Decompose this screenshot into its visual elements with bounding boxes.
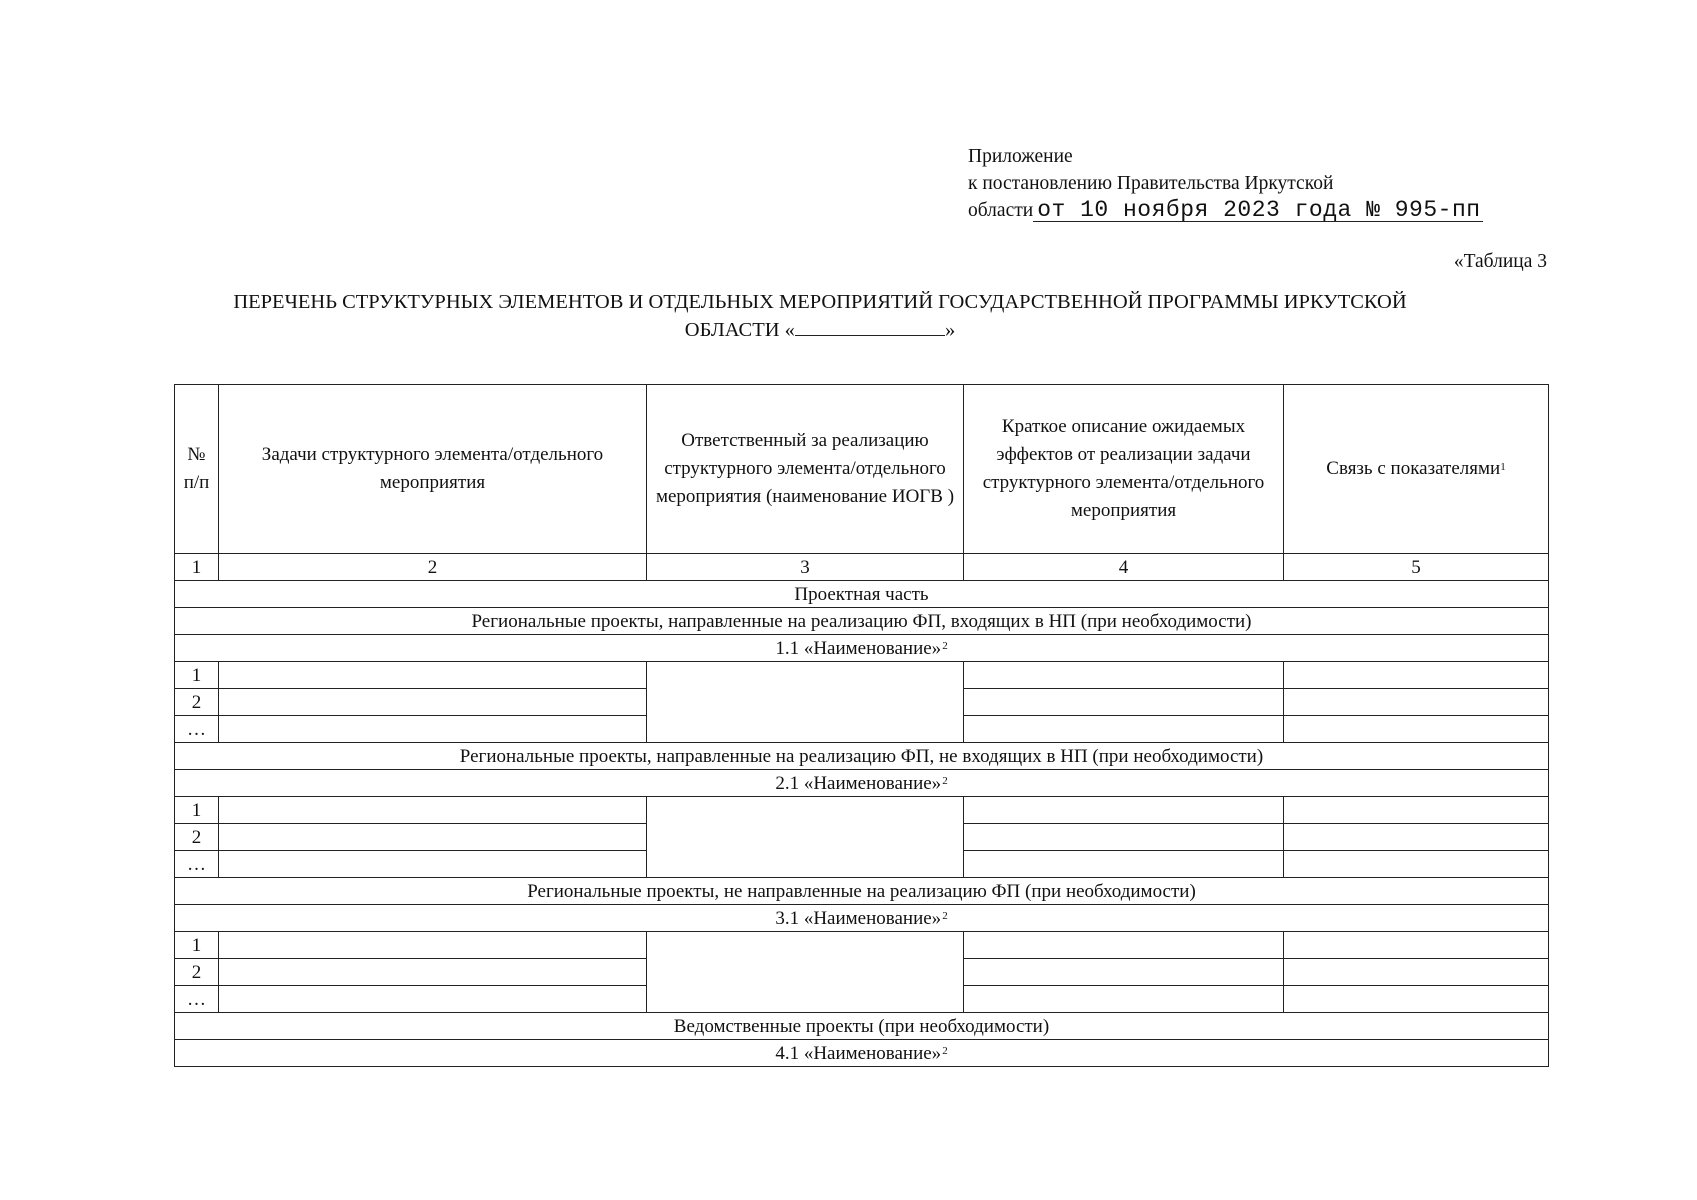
header-effects: Краткое описание ожидаемых эффектов от реализации задачи структурного элемента/отдельного мероприятия xyxy=(964,385,1284,554)
section-heading-row xyxy=(175,743,1549,770)
section-item-row xyxy=(175,770,1549,797)
appendix-header xyxy=(968,143,1483,224)
effect-cell xyxy=(964,932,1284,959)
col-number: 3 xyxy=(647,554,964,581)
row-number: … xyxy=(175,851,219,878)
section-item-name: 2.1 «Наименование» xyxy=(775,772,942,794)
responsible-cell xyxy=(647,662,964,743)
col-number: 2 xyxy=(219,554,647,581)
col-number: 5 xyxy=(1284,554,1549,581)
row-number: … xyxy=(175,716,219,743)
section-heading-row xyxy=(175,1013,1549,1040)
section-heading: Ведомственные проекты (при необходимости) xyxy=(175,1013,1549,1040)
title-blank-field xyxy=(795,317,945,336)
responsible-cell xyxy=(647,797,964,878)
task-cell xyxy=(219,716,647,743)
header-tasks: Задачи структурного элемента/отдельного мероприятия xyxy=(219,385,647,554)
effect-cell xyxy=(964,716,1284,743)
section-item-row xyxy=(175,635,1549,662)
footnote-1-marker: 1 xyxy=(1500,461,1506,473)
link-cell xyxy=(1284,932,1549,959)
row-number: … xyxy=(175,986,219,1013)
link-cell xyxy=(1284,851,1549,878)
link-cell xyxy=(1284,824,1549,851)
section-heading: Региональные проекты, направленные на реализацию ФП, не входящих в НП (при необходимости) xyxy=(175,743,1549,770)
task-cell xyxy=(219,662,647,689)
appendix-label: Приложение xyxy=(968,146,1073,167)
task-cell xyxy=(219,797,647,824)
section-item-row xyxy=(175,905,1549,932)
row-number: 1 xyxy=(175,932,219,959)
section-heading: Региональные проекты, направленные на реализацию ФП, входящих в НП (при необходимости) xyxy=(175,608,1549,635)
section-item xyxy=(175,1040,1549,1067)
effect-cell xyxy=(964,689,1284,716)
link-cell xyxy=(1284,959,1549,986)
row-number: 2 xyxy=(175,824,219,851)
link-cell xyxy=(1284,797,1549,824)
effect-cell xyxy=(964,824,1284,851)
row-number: 1 xyxy=(175,662,219,689)
header-links xyxy=(1284,385,1549,554)
link-cell xyxy=(1284,986,1549,1013)
task-cell xyxy=(219,689,647,716)
effect-cell xyxy=(964,986,1284,1013)
footnote-2-marker: 2 xyxy=(942,774,948,787)
table-header-row xyxy=(175,385,1549,554)
header-responsible: Ответственный за реализацию структурного элемента/отдельного мероприятия (наименование ИОГВ ) xyxy=(647,385,964,554)
structural-elements-table xyxy=(174,384,1549,1067)
table-row xyxy=(175,662,1549,689)
effect-cell xyxy=(964,797,1284,824)
section-heading-row xyxy=(175,878,1549,905)
effect-cell xyxy=(964,662,1284,689)
link-cell xyxy=(1284,689,1549,716)
section-item-name: 1.1 «Наименование» xyxy=(775,637,942,659)
column-numbers-row xyxy=(175,554,1549,581)
col-number: 1 xyxy=(175,554,219,581)
decree-reference: от 10 ноября 2023 года № 995-пп xyxy=(1033,199,1482,222)
section-item-name: 4.1 «Наименование» xyxy=(775,1042,942,1064)
header-num: № п/п xyxy=(175,385,219,554)
section-item xyxy=(175,635,1549,662)
effect-cell xyxy=(964,959,1284,986)
section-item xyxy=(175,905,1549,932)
table-row xyxy=(175,797,1549,824)
row-number: 2 xyxy=(175,959,219,986)
row-number: 2 xyxy=(175,689,219,716)
header-links-text: Связь с показателями xyxy=(1326,458,1501,479)
effect-cell xyxy=(964,851,1284,878)
document-title xyxy=(150,288,1490,344)
task-cell xyxy=(219,824,647,851)
task-cell xyxy=(219,959,647,986)
footnote-2-marker: 2 xyxy=(942,909,948,922)
appendix-decree-line: к постановлению Правительства Иркутской xyxy=(968,173,1334,194)
appendix-region-line xyxy=(968,197,1483,224)
link-cell xyxy=(1284,662,1549,689)
project-part-row xyxy=(175,581,1549,608)
region-prefix: области xyxy=(968,200,1034,221)
row-number: 1 xyxy=(175,797,219,824)
title-suffix: » xyxy=(944,319,956,341)
section-heading-row xyxy=(175,608,1549,635)
task-cell xyxy=(219,986,647,1013)
title-prefix: ОБЛАСТИ « xyxy=(684,319,795,341)
table-label: «Таблица 3 xyxy=(1453,251,1547,272)
title-line-1: ПЕРЕЧЕНЬ СТРУКТУРНЫХ ЭЛЕМЕНТОВ И ОТДЕЛЬНЫХ МЕРОПРИЯТИЙ ГОСУДАРСТВЕННОЙ ПРОГРАММЫ ИРКУТСКОЙ xyxy=(233,291,1407,313)
responsible-cell xyxy=(647,932,964,1013)
section-item-name: 3.1 «Наименование» xyxy=(775,907,942,929)
task-cell xyxy=(219,932,647,959)
col-number: 4 xyxy=(964,554,1284,581)
footnote-2-marker: 2 xyxy=(942,639,948,652)
title-line-2 xyxy=(150,316,1490,344)
section-heading: Региональные проекты, не направленные на реализацию ФП (при необходимости) xyxy=(175,878,1549,905)
table-row xyxy=(175,932,1549,959)
section-item xyxy=(175,770,1549,797)
footnote-2-marker: 2 xyxy=(942,1044,948,1057)
task-cell xyxy=(219,851,647,878)
section-item-row xyxy=(175,1040,1549,1067)
link-cell xyxy=(1284,716,1549,743)
project-part-heading: Проектная часть xyxy=(175,581,1549,608)
